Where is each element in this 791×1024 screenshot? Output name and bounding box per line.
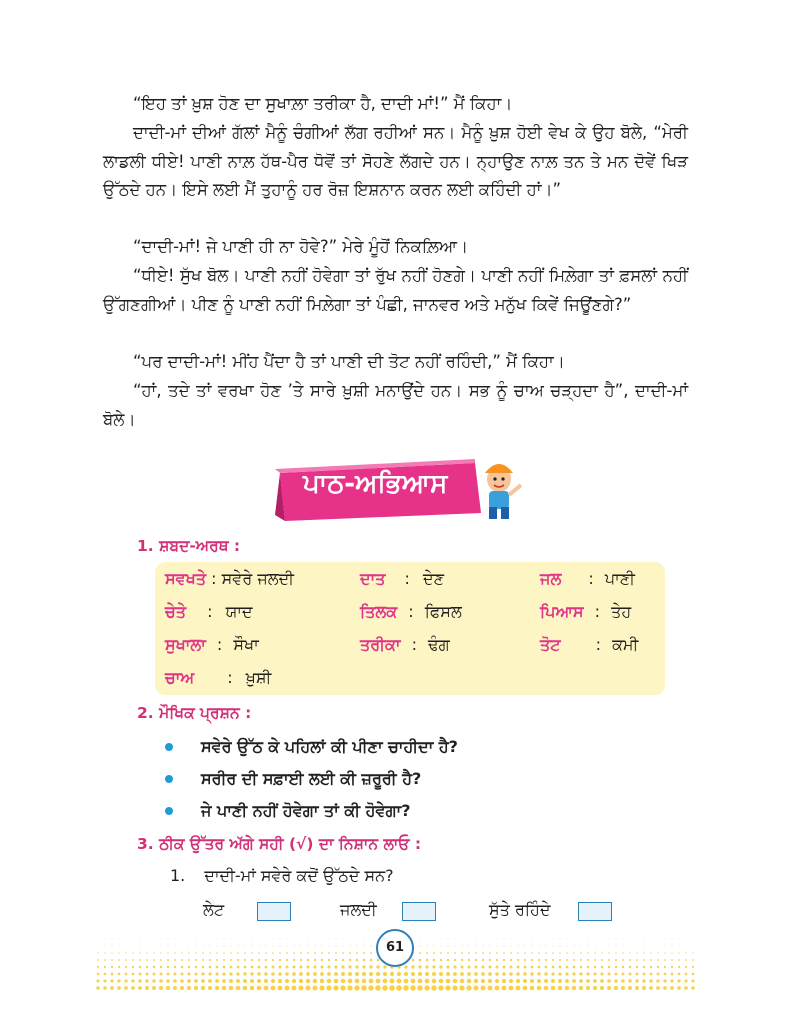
story-paragraph: “ਦਾਦੀ-ਮਾਂ! ਜੇ ਪਾਣੀ ਹੀ ਨਾ ਹੋਵੇ?” ਮੇਰੇ ਮੂੰਹੋਂ ਨਿਕਲ਼ਿਆ। bbox=[133, 237, 469, 256]
bullet-icon bbox=[165, 807, 173, 815]
word-meaning: ਯਾਦ bbox=[225, 602, 253, 621]
word-meaning: ਪਾਣੀ bbox=[604, 569, 635, 588]
story-paragraph: ਦਾਦੀ-ਮਾਂ ਦੀਆਂ ਗੱਲਾਂ ਮੈਨੂੰ ਚੰਗੀਆਂ ਲੱਗ ਰਹੀਆਂ ਸਨ। ਮੈਨੂੰ ਖ਼ੁਸ਼ ਹੋਈ ਵੇਖ ਕੇ ਉਹ ਬੋਲੇ, “ਮੇਰੀ ਲਾਡਲੀ ਧੀਏ! ਪਾਣੀ ਨਾਲ਼ ਹੱਥ-ਪੈਰ ਧੋਵੋਂ ਤਾਂ ਸੋਹਣੇ ਲੱਗਦੇ ਹਨ। ਨ੍ਹਾਉਣ ਨਾਲ਼ ਤਨ ਤੇ ਮਨ ਦੋਵੇਂ ਖਿੜ ਉੱਠਦੇ ਹਨ। ਇਸੇ ਲਈ ਮੈਂ ਤੁਹਾਨੂੰ ਹਰ ਰੋਜ਼ ਇਸ਼ਨਾਨ ਕਰਨ ਲਈ ਕਹਿੰਦੀ ਹਾਂ।” bbox=[103, 123, 688, 199]
word-entry bbox=[165, 569, 294, 589]
bullet-icon bbox=[165, 743, 173, 751]
lesson-exercise-banner bbox=[275, 455, 525, 525]
word-entry bbox=[165, 635, 259, 655]
option-label: ਜਲਦੀ bbox=[340, 900, 377, 919]
cartoon-boy-icon bbox=[485, 464, 521, 519]
word-meaning: ਤੇਹ bbox=[611, 602, 632, 621]
oral-question-text: ਸਵੇਰੇ ਉੱਠ ਕੇ ਪਹਿਲਾਂ ਕੀ ਪੀਣਾ ਚਾਹੀਦਾ ਹੈ? bbox=[201, 737, 458, 756]
oral-question-text: ਸਰੀਰ ਦੀ ਸਫ਼ਾਈ ਲਈ ਕੀ ਜ਼ਰੂਰੀ ਹੈ? bbox=[201, 769, 422, 788]
word-term: ਤਰੀਕਾ bbox=[360, 635, 401, 654]
word-entry bbox=[540, 569, 635, 589]
word-entry bbox=[165, 668, 271, 688]
word-colon: : bbox=[207, 602, 213, 621]
word-meaning: ਸਵੇਰੇ ਜਲਦੀ bbox=[221, 569, 294, 588]
banner-title: ਪਾਠ-ਅਭਿਆਸ bbox=[303, 469, 448, 499]
word-entry bbox=[360, 602, 462, 622]
answer-checkbox[interactable] bbox=[402, 902, 436, 921]
mcq-question bbox=[170, 866, 394, 886]
option-label: ਲੇਟ bbox=[203, 900, 225, 919]
word-colon: : bbox=[595, 635, 601, 654]
option-label: ਸੁੱਤੇ ਰਹਿੰਦੇ bbox=[489, 900, 551, 919]
story-paragraph: “ਹਾਂ, ਤਦੇ ਤਾਂ ਵਰਖਾ ਹੋਣ ’ਤੇ ਸਾਰੇ ਖ਼ੁਸ਼ੀ ਮਨਾਉਂਦੇ ਹਨ। ਸਭ ਨੂੰ ਚਾਅ ਚੜ੍ਹਦਾ ਹੈ”, ਦਾਦੀ-ਮਾਂ ਬੋਲੇ। bbox=[103, 381, 688, 429]
word-entry bbox=[165, 602, 253, 622]
word-colon: : bbox=[594, 602, 601, 621]
word-colon: : bbox=[227, 668, 233, 687]
word-colon: : bbox=[408, 602, 414, 621]
word-term: ਤਿਲਕ bbox=[360, 602, 398, 621]
question-number: 1. bbox=[170, 866, 186, 885]
question-text: ਦਾਦੀ-ਮਾਂ ਸਵੇਰੇ ਕਦੋਂ ਉੱਠਦੇ ਸਨ? bbox=[204, 866, 394, 885]
word-term: ਪਿਆਸ bbox=[540, 602, 584, 621]
word-term: ਦਾਤ bbox=[360, 569, 386, 588]
word-term: ਚੇਤੇ bbox=[165, 602, 187, 621]
story-paragraph: “ਧੀਏ! ਸੁੱਖ ਬੋਲ। ਪਾਣੀ ਨਹੀਂ ਹੋਵੇਗਾ ਤਾਂ ਰੁੱਖ ਨਹੀਂ ਹੋਣਗੇ। ਪਾਣੀ ਨਹੀਂ ਮਿਲ਼ੇਗਾ ਤਾਂ ਫ਼ਸਲਾਂ ਨਹੀਂ ਉੱਗਣਗੀਆਂ। ਪੀਣ ਨੂੰ ਪਾਣੀ ਨਹੀਂ ਮਿਲ਼ੇਗਾ ਤਾਂ ਪੰਛੀ, ਜਾਨਵਰ ਅਤੇ ਮਨੁੱਖ ਕਿਵੇਂ ਜਿਊਂਣਗੇ?” bbox=[103, 266, 688, 314]
word-meaning: ਖ਼ੁਸ਼ੀ bbox=[245, 668, 272, 687]
word-meaning: ਸੌਖਾ bbox=[233, 635, 259, 654]
word-colon: : bbox=[588, 569, 594, 588]
word-colon: : bbox=[411, 635, 417, 654]
word-term: ਤੋਟ bbox=[540, 635, 561, 654]
word-term: ਸਵਖਤੇ bbox=[165, 569, 207, 588]
word-meaning: ਦੇਣ bbox=[423, 569, 445, 588]
section-heading-oral-questions: 2. ਮੌਖਿਕ ਪ੍ਰਸ਼ਨ : bbox=[137, 704, 252, 722]
section-heading-word-meanings: 1. ਸ਼ਬਦ-ਅਰਥ : bbox=[137, 537, 241, 555]
word-entry bbox=[360, 635, 450, 655]
story-paragraph: “ਇਹ ਤਾਂ ਖ਼ੁਸ਼ ਹੋਣ ਦਾ ਸੁਖਾਲ਼ਾ ਤਰੀਕਾ ਹੈ, ਦਾਦੀ ਮਾਂ!” ਮੈਂ ਕਿਹਾ। bbox=[133, 94, 513, 113]
word-entry bbox=[540, 635, 638, 655]
word-meaning: ਫਿਸਲ bbox=[424, 602, 462, 621]
story-paragraph: “ਪਰ ਦਾਦੀ-ਮਾਂ! ਮੀਂਹ ਪੈਂਦਾ ਹੈ ਤਾਂ ਪਾਣੀ ਦੀ ਤੋਟ ਨਹੀਂ ਰਹਿੰਦੀ,” ਮੈਂ ਕਿਹਾ। bbox=[133, 352, 565, 371]
word-term: ਚਾਅ bbox=[165, 668, 195, 687]
page-number: 61 bbox=[376, 929, 414, 967]
answer-checkbox[interactable] bbox=[257, 902, 291, 921]
word-term: ਸੁਖਾਲਾ bbox=[165, 635, 206, 654]
oral-question-text: ਜੇ ਪਾਣੀ ਨਹੀਂ ਹੋਵੇਗਾ ਤਾਂ ਕੀ ਹੋਵੇਗਾ? bbox=[201, 801, 411, 820]
word-colon: : bbox=[404, 569, 410, 588]
bullet-icon bbox=[165, 775, 173, 783]
word-meaning: ਢੰਗ bbox=[428, 635, 450, 654]
answer-checkbox[interactable] bbox=[578, 902, 612, 921]
word-term: ਜਲ bbox=[540, 569, 562, 588]
word-colon: : bbox=[216, 635, 223, 654]
word-meaning: ਕਮੀ bbox=[612, 635, 639, 654]
word-entry bbox=[360, 569, 444, 589]
word-entry bbox=[540, 602, 631, 622]
section-heading-tick-correct: 3. ਠੀਕ ਉੱਤਰ ਅੱਗੇ ਸਹੀ (√) ਦਾ ਨਿਸ਼ਾਨ ਲਾਓ : bbox=[137, 835, 422, 853]
word-colon: : bbox=[211, 569, 217, 588]
